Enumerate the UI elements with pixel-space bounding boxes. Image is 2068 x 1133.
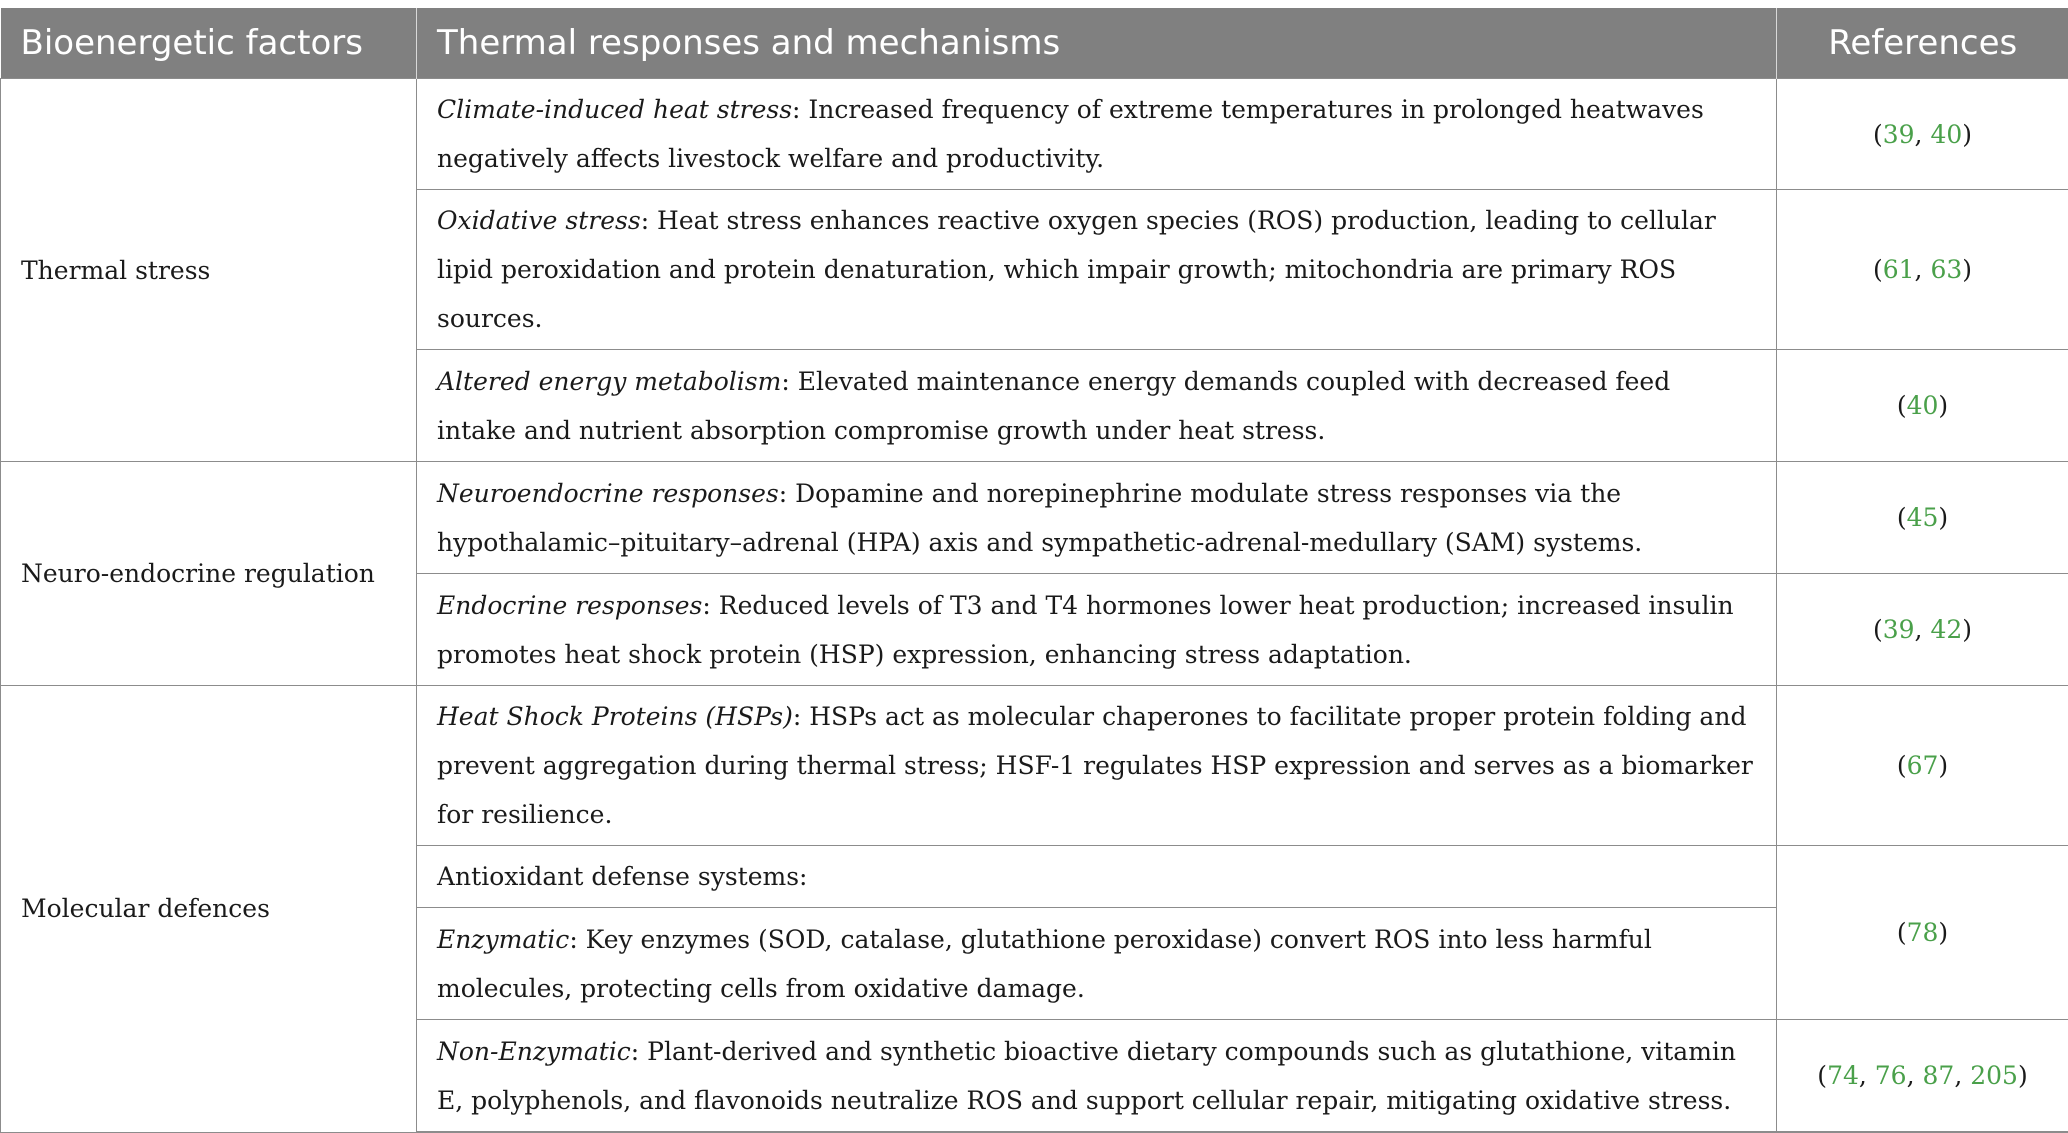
references-cell: (67) xyxy=(1777,686,2068,846)
mechanism-text: : Key enzymes (SOD, catalase, glutathione peroxidase) convert ROS into less harmful molecules, protecting cells from oxidative damage. xyxy=(437,925,1652,1003)
citation-link[interactable]: 40 xyxy=(1907,391,1939,420)
table-row xyxy=(1,686,2068,846)
mechanism-cell xyxy=(417,574,1777,686)
references-cell: (39, 40) xyxy=(1777,79,2068,190)
citation-link[interactable]: 74 xyxy=(1827,1061,1859,1090)
mechanism-cell xyxy=(417,350,1777,462)
mechanism-text: : Increased frequency of extreme temperatures in prolonged heatwaves negatively affects livestock welfare and productivity. xyxy=(437,95,1704,173)
mechanism-cell xyxy=(417,1020,1777,1133)
citation-link[interactable]: 45 xyxy=(1907,503,1939,532)
mechanism-text: : Plant-derived and synthetic bioactive dietary compounds such as glutathione, vitamin E, polyphenols, and flavonoids neutralize ROS and support cellular repair, mitigating oxidative stress. xyxy=(437,1037,1736,1115)
mechanism-cell xyxy=(417,79,1777,190)
mechanism-cell xyxy=(417,190,1777,350)
references-cell: (78) xyxy=(1777,846,2068,1020)
factor-molecular-defences: Molecular defences xyxy=(1,686,417,1133)
table-row xyxy=(1,462,2068,574)
references-cell: (39, 42) xyxy=(1777,574,2068,686)
references-cell: (61, 63) xyxy=(1777,190,2068,350)
mechanism-term: Neuroendocrine responses xyxy=(437,479,779,508)
citation-link[interactable]: 39 xyxy=(1883,120,1915,149)
table-row xyxy=(1,79,2068,190)
citation-link[interactable]: 40 xyxy=(1930,120,1962,149)
citation-link[interactable]: 87 xyxy=(1923,1061,1955,1090)
mechanism-term: Oxidative stress xyxy=(437,206,641,235)
mechanism-text: : Dopamine and norepinephrine modulate stress responses via the hypothalamic–pituitary–adrenal (HPA) axis and sympathetic-adrenal-medullary (SAM) systems. xyxy=(437,479,1642,557)
factor-neuro-endocrine: Neuro-endocrine regulation xyxy=(1,462,417,686)
data-table xyxy=(0,8,2068,1133)
mechanism-text: : Elevated maintenance energy demands coupled with decreased feed intake and nutrient absorption compromise growth under heat stress. xyxy=(437,367,1670,445)
mechanism-term: Non-Enzymatic xyxy=(437,1037,631,1066)
header-references: References xyxy=(1777,8,2068,79)
citation-link[interactable]: 61 xyxy=(1883,255,1915,284)
mechanism-term: Heat Shock Proteins (HSPs) xyxy=(437,702,793,731)
header-factors: Bioenergetic factors xyxy=(1,8,417,79)
factor-thermal-stress: Thermal stress xyxy=(1,79,417,462)
references-cell: (74, 76, 87, 205) xyxy=(1777,1020,2068,1133)
mechanism-text: : Reduced levels of T3 and T4 hormones lower heat production; increased insulin promotes heat shock protein (HSP) expression, enhancing stress adaptation. xyxy=(437,591,1734,669)
header-row xyxy=(1,8,2068,79)
mechanism-text: Antioxidant defense systems: xyxy=(437,862,807,891)
mechanism-cell xyxy=(417,462,1777,574)
mechanism-term: Climate-induced heat stress xyxy=(437,95,792,124)
citation-link[interactable]: 76 xyxy=(1875,1061,1907,1090)
citation-link[interactable]: 42 xyxy=(1930,615,1962,644)
mechanism-cell xyxy=(417,908,1777,1020)
mechanism-term: Enzymatic xyxy=(437,925,569,954)
references-cell: (45) xyxy=(1777,462,2068,574)
mechanism-cell xyxy=(417,686,1777,846)
mechanism-term: Endocrine responses xyxy=(437,591,702,620)
citation-link[interactable]: 78 xyxy=(1907,918,1939,947)
citation-link[interactable]: 67 xyxy=(1907,751,1939,780)
mechanism-cell xyxy=(417,846,1777,908)
citation-link[interactable]: 63 xyxy=(1930,255,1962,284)
mechanism-text: : Heat stress enhances reactive oxygen species (ROS) production, leading to cellular lipid peroxidation and protein denaturation, which impair growth; mitochondria are primary ROS sources. xyxy=(437,206,1716,333)
citation-link[interactable]: 205 xyxy=(1970,1061,2018,1090)
citation-link[interactable]: 39 xyxy=(1883,615,1915,644)
header-mechanisms: Thermal responses and mechanisms xyxy=(417,8,1777,79)
mechanism-term: Altered energy metabolism xyxy=(437,367,781,396)
references-cell: (40) xyxy=(1777,350,2068,462)
mechanism-text: : HSPs act as molecular chaperones to facilitate proper protein folding and prevent aggregation during thermal stress; HSF-1 regulates HSP expression and serves as a biomarker for resilience. xyxy=(437,702,1753,829)
